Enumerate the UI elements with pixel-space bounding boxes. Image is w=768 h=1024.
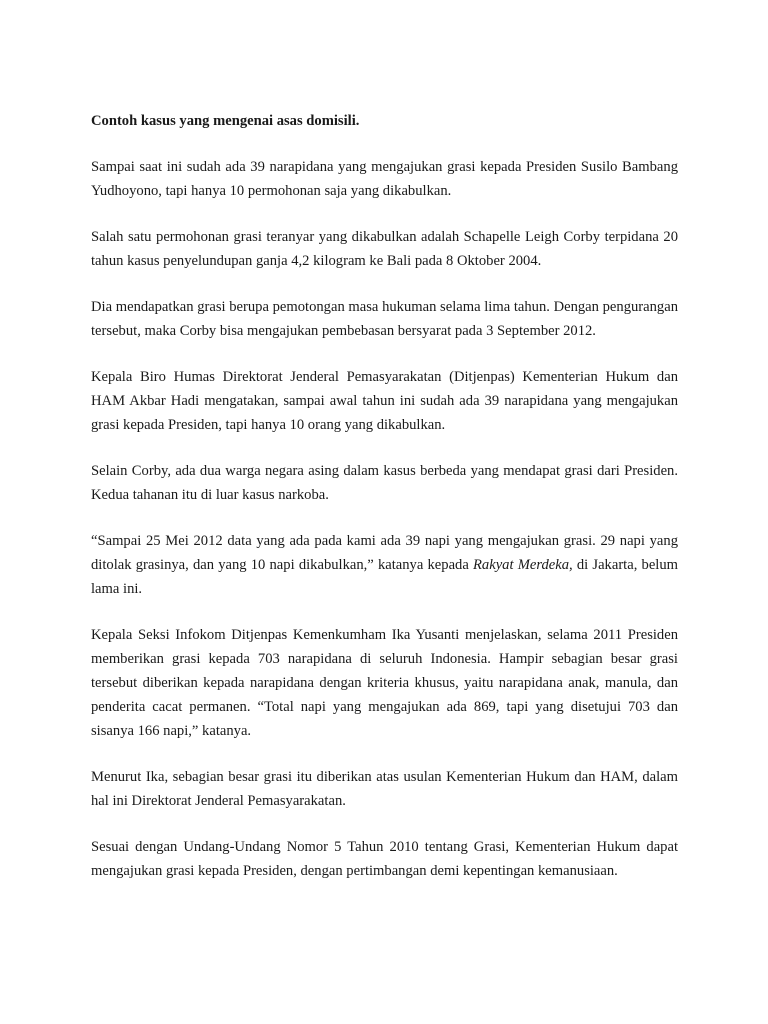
- paragraph-7: Kepala Seksi Infokom Ditjenpas Kemenkumham Ika Yusanti menjelaskan, selama 2011 Presiden memberikan grasi kepada 703 narapidana di seluruh Indonesia. Hampir sebagian besar grasi tersebut diberikan kepada narapidana dengan kriteria khusus, yaitu narapidana anak, manula, dan penderita cacat permanen. “Total napi yang mengajukan ada 869, tapi yang disetujui 703 dan sisanya 166 napi,” katanya.: [91, 627, 678, 739]
- quote-text-before: “Sampai 25 Mei 2012 data yang ada pada kami ada 39 napi yang mengajukan grasi. 29 napi yang ditolak grasinya, dan yang 10 napi dikabulkan,” katanya kepada: [91, 533, 678, 573]
- quote-text-after: di Jakarta, belum lama ini.: [91, 557, 679, 597]
- document-page: [91, 109, 678, 883]
- paragraph-3: Dia mendapatkan grasi berupa pemotongan masa hukuman selama lima tahun. Dengan pengurangan tersebut, maka Corby bisa mengajukan pembebasan bersyarat pada 3 September 2012.: [91, 299, 678, 339]
- paragraph-9: Sesuai dengan Undang-Undang Nomor 5 Tahun 2010 tentang Grasi, Kementerian Hukum dapat mengajukan grasi kepada Presiden, dengan pertimbangan demi kepentingan kemanusiaan.: [91, 839, 678, 879]
- document-heading: Contoh kasus yang mengenai asas domisili.: [91, 113, 360, 129]
- publication-name: Rakyat Merdeka,: [473, 557, 573, 573]
- paragraph-4: Kepala Biro Humas Direktorat Jenderal Pemasyarakatan (Ditjenpas) Kementerian Hukum dan HAM Akbar Hadi mengatakan, sampai awal tahun ini sudah ada 39 narapidana yang mengajukan grasi kepada Presiden, tapi hanya 10 orang yang dikabulkan.: [91, 369, 678, 433]
- quote-paragraph: [91, 529, 678, 601]
- paragraph-8: Menurut Ika, sebagian besar grasi itu diberikan atas usulan Kementerian Hukum dan HAM, dalam hal ini Direktorat Jenderal Pemasyarakatan.: [91, 769, 678, 809]
- paragraph-2: Salah satu permohonan grasi teranyar yang dikabulkan adalah Schapelle Leigh Corby terpidana 20 tahun kasus penyelundupan ganja 4,2 kilogram ke Bali pada 8 Oktober 2004.: [91, 229, 678, 269]
- paragraph-1: Sampai saat ini sudah ada 39 narapidana yang mengajukan grasi kepada Presiden Susilo Bambang Yudhoyono, tapi hanya 10 permohonan saja yang dikabulkan.: [91, 159, 678, 199]
- paragraph-5: Selain Corby, ada dua warga negara asing dalam kasus berbeda yang mendapat grasi dari Presiden. Kedua tahanan itu di luar kasus narkoba.: [91, 463, 678, 503]
